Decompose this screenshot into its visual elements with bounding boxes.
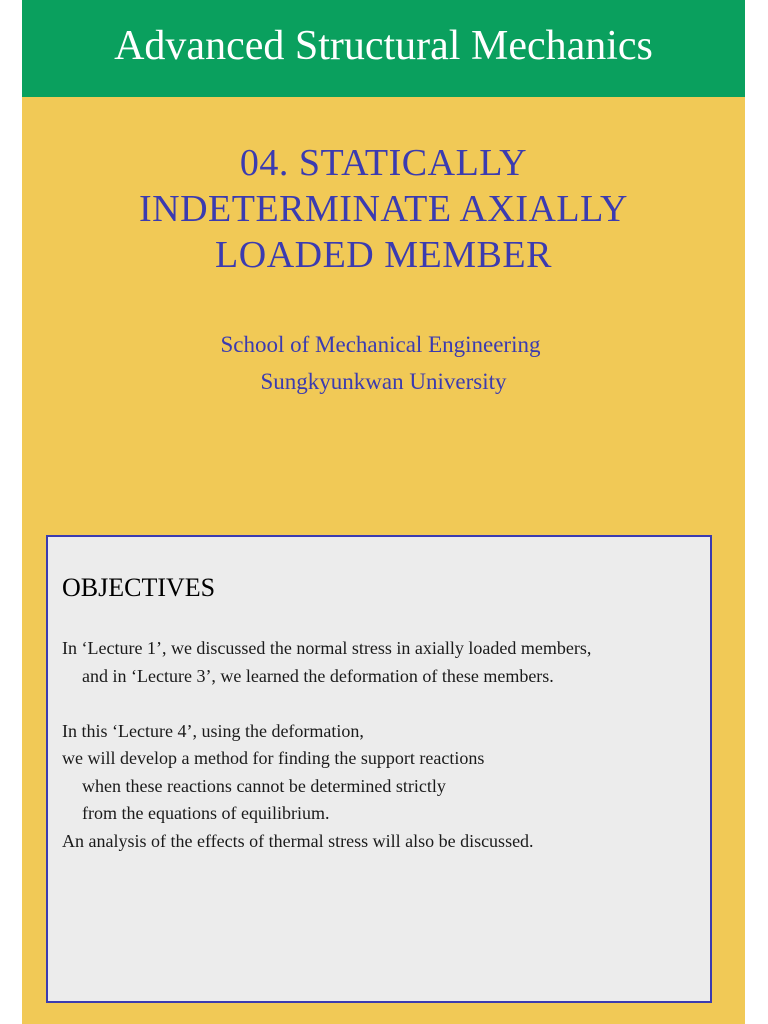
course-title: Advanced Structural Mechanics	[114, 22, 653, 69]
objectives-line: from the equations of equilibrium.	[82, 803, 330, 823]
objectives-line: An analysis of the effects of thermal stress will also be discussed.	[62, 830, 534, 851]
school-name: School of Mechanical Engineering	[220, 332, 541, 357]
objectives-heading: OBJECTIVES	[62, 573, 216, 602]
header-band	[22, 0, 745, 97]
lecture-title-line-1: 04. STATICALLY	[239, 142, 528, 184]
objectives-box	[46, 535, 712, 1003]
lecture-title	[22, 140, 745, 278]
lecture-title-line-2: INDETERMINATE AXIALLY	[138, 188, 628, 230]
objectives-line: we will develop a method for finding the support reactions	[62, 748, 485, 768]
objectives-line: In this ‘Lecture 4’, using the deformation,	[62, 720, 364, 741]
objectives-line: In ‘Lecture 1’, we discussed the normal stress in axially loaded members,	[62, 638, 592, 658]
university-name: Sungkyunkwan University	[260, 369, 507, 394]
objectives-line: when these reactions cannot be determined strictly	[82, 775, 446, 796]
paragraph-gap	[62, 690, 702, 718]
lecture-title-line-3: LOADED MEMBER	[215, 234, 552, 276]
objectives-line: and in ‘Lecture 3’, we learned the deformation of these members.	[82, 665, 554, 686]
affiliation	[22, 330, 745, 397]
objectives-body	[62, 635, 702, 855]
